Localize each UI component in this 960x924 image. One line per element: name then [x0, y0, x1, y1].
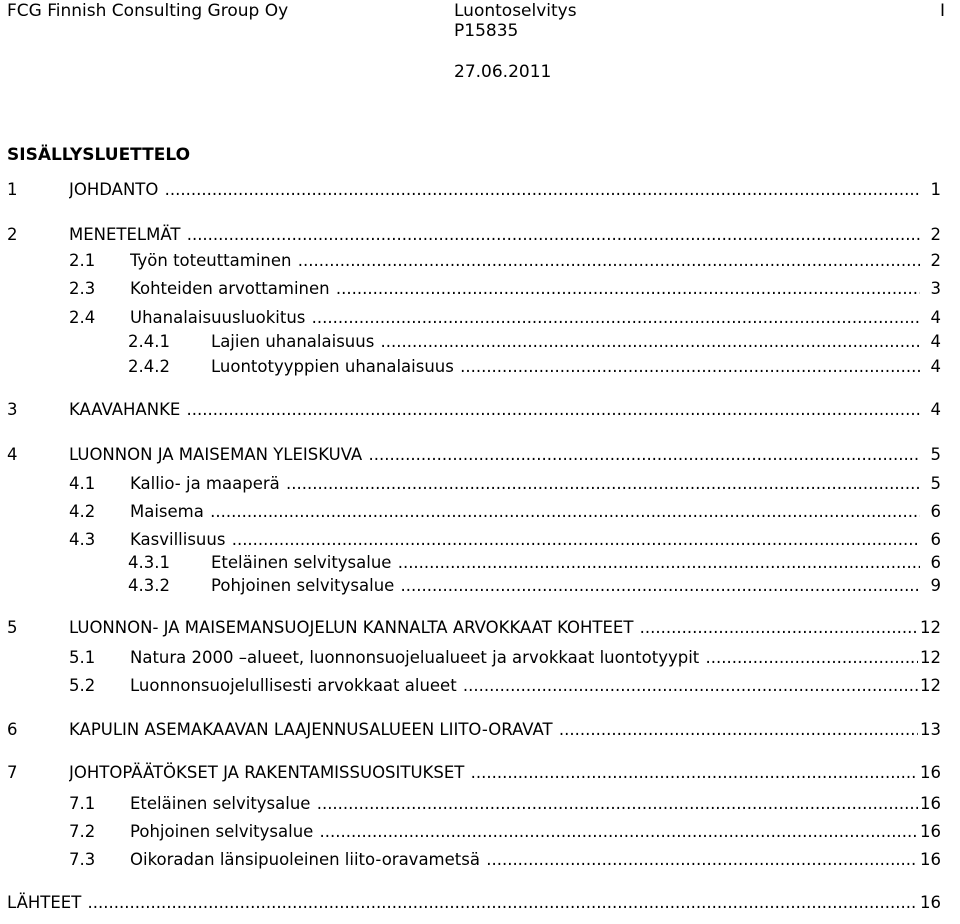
toc-entry-label: LUONNON JA MAISEMAN YLEISKUVA	[69, 445, 363, 464]
toc-entry-label-with-leader	[69, 179, 920, 201]
toc-entry[interactable]	[0, 250, 960, 272]
toc-entry-number: 2	[7, 225, 18, 244]
toc-entry-label: KAAVAHANKE	[69, 400, 181, 419]
toc-entry-page: 1	[930, 180, 941, 199]
project-id: P15835	[454, 21, 519, 41]
toc-entry-number: 1	[7, 180, 18, 199]
toc-entry-label-with-leader	[69, 444, 920, 466]
toc-entry-page: 6	[930, 553, 941, 572]
toc-entry-page: 16	[920, 763, 941, 782]
toc-entry[interactable]	[0, 179, 960, 201]
toc-entry[interactable]	[0, 647, 960, 669]
toc-entry-number: 7.3	[69, 850, 96, 869]
toc-entry-label: Kallio- ja maaperä	[130, 474, 280, 493]
toc-entry-label-with-leader	[69, 719, 920, 741]
toc-entry-number: 4	[7, 445, 18, 464]
toc-entry-label-with-leader	[69, 224, 920, 246]
toc-entry-label-with-leader	[130, 473, 920, 495]
toc-entry-label: LUONNON- JA MAISEMANSUOJELUN KANNALTA ARVOKKAAT KOHTEET	[69, 618, 634, 637]
toc-entry[interactable]	[0, 473, 960, 495]
toc-entry-label-with-leader	[211, 552, 920, 574]
toc-entry-number: 5.1	[69, 648, 96, 667]
toc-entry-label-with-leader	[130, 849, 920, 871]
toc-entry-number: 2.4.2	[128, 357, 170, 376]
toc-entry-label-with-leader	[211, 356, 920, 378]
toc-entry-label-with-leader	[211, 331, 920, 353]
toc-entry-label-with-leader	[7, 892, 920, 914]
toc-entry-page: 4	[930, 332, 941, 351]
toc-entry-page: 4	[930, 400, 941, 419]
toc-entry-number: 6	[7, 720, 18, 739]
toc-entry-label: Luonnonsuojelullisesti arvokkaat alueet	[130, 676, 457, 695]
toc-entry-label-with-leader	[69, 762, 920, 784]
toc-entry-label: Kasvillisuus	[130, 530, 226, 549]
toc-entry-page: 16	[920, 794, 941, 813]
toc-entry-number: 2.1	[69, 251, 96, 270]
toc-entry-label: Pohjoinen selvitysalue	[211, 576, 395, 595]
toc-entry[interactable]	[0, 762, 960, 784]
toc-entry-page: 12	[920, 676, 941, 695]
toc-entry-number: 2.4	[69, 308, 96, 327]
toc-entry-label: Kohteiden arvottaminen	[130, 279, 330, 298]
toc-entry-label: Oikoradan länsipuoleinen liito-oravametsä	[130, 850, 480, 869]
toc-entry-page: 12	[920, 648, 941, 667]
toc-entry-page: 5	[930, 445, 941, 464]
toc-entry-label: Pohjoinen selvitysalue	[130, 822, 314, 841]
toc-entry-number: 2.3	[69, 279, 96, 298]
toc-entry[interactable]	[0, 399, 960, 421]
toc-entry[interactable]	[0, 307, 960, 329]
toc-entry-label: LÄHTEET	[7, 893, 82, 912]
toc-entry-number: 7.2	[69, 822, 96, 841]
toc-entry-label-with-leader	[69, 399, 920, 421]
toc-entry-label-with-leader	[130, 793, 920, 815]
toc-entry[interactable]	[0, 278, 960, 300]
toc-entry[interactable]	[0, 617, 960, 639]
toc-entry-number: 7.1	[69, 794, 96, 813]
toc-entry-label: Uhanalaisuusluokitus	[130, 308, 306, 327]
toc-entry-page: 16	[920, 850, 941, 869]
toc-entry[interactable]	[0, 444, 960, 466]
toc-entry-number: 4.3	[69, 530, 96, 549]
toc-entry-label: Eteläinen selvitysalue	[211, 553, 392, 572]
toc-entry[interactable]	[0, 793, 960, 815]
toc-entry-label-with-leader	[69, 617, 920, 639]
toc-entry-number: 4.3.1	[128, 553, 170, 572]
toc-entry-number: 4.1	[69, 474, 96, 493]
toc-entry-page: 6	[930, 502, 941, 521]
toc-entry-label: Eteläinen selvitysalue	[130, 794, 311, 813]
toc-entry-number: 4.2	[69, 502, 96, 521]
toc-entry-number: 4.3.2	[128, 576, 170, 595]
toc-entry-label-with-leader	[130, 278, 920, 300]
toc-entry-label: Luontotyyppien uhanalaisuus	[211, 357, 454, 376]
toc-entry-label: KAPULIN ASEMAKAAVAN LAAJENNUSALUEEN LIITO-ORAVAT	[69, 720, 553, 739]
toc-entry[interactable]	[0, 552, 960, 574]
toc-entry-number: 5	[7, 618, 18, 637]
report-date: 27.06.2011	[454, 62, 552, 82]
toc-entry-page: 9	[930, 576, 941, 595]
toc-title: SISÄLLYSLUETTELO	[7, 145, 191, 165]
toc-entry[interactable]	[0, 575, 960, 597]
toc-entry-label-with-leader	[130, 307, 920, 329]
toc-entry-label-with-leader	[211, 575, 920, 597]
toc-entry-number: 2.4.1	[128, 332, 170, 351]
toc-entry[interactable]	[0, 224, 960, 246]
toc-entry-label-with-leader	[130, 821, 920, 843]
toc-entry[interactable]	[0, 821, 960, 843]
toc-entry-label-with-leader	[130, 250, 920, 272]
toc-entry-page: 5	[930, 474, 941, 493]
toc-entry-label: MENETELMÄT	[69, 225, 181, 244]
toc-entry[interactable]	[0, 849, 960, 871]
toc-entry[interactable]	[0, 892, 960, 914]
company-name: FCG Finnish Consulting Group Oy	[7, 1, 289, 21]
toc-entry-label: Maisema	[130, 502, 204, 521]
toc-entry-page: 3	[930, 279, 941, 298]
toc-entry-number: 3	[7, 400, 18, 419]
toc-entry-page: 13	[920, 720, 941, 739]
page-number-roman: I	[940, 1, 946, 21]
toc-entry-label-with-leader	[130, 647, 920, 669]
toc-entry-number: 7	[7, 763, 18, 782]
toc-entry[interactable]	[0, 331, 960, 353]
toc-entry-label: JOHDANTO	[69, 180, 159, 199]
toc-entry-page: 4	[930, 357, 941, 376]
toc-entry-label-with-leader	[130, 529, 920, 551]
toc-entry[interactable]	[0, 675, 960, 697]
toc-entry-page: 4	[930, 308, 941, 327]
report-title: Luontoselvitys	[454, 1, 577, 21]
toc-entry-page: 16	[920, 822, 941, 841]
toc-entry[interactable]	[0, 356, 960, 378]
toc-entry-page: 12	[920, 618, 941, 637]
toc-entry-page: 2	[930, 251, 941, 270]
toc-entry[interactable]	[0, 529, 960, 551]
toc-entry-label: Työn toteuttaminen	[130, 251, 292, 270]
toc-entry[interactable]	[0, 501, 960, 523]
toc-entry-label-with-leader	[130, 675, 920, 697]
toc-entry-page: 2	[930, 225, 941, 244]
toc-entry-number: 5.2	[69, 676, 96, 695]
toc-entry-page: 6	[930, 530, 941, 549]
toc-entry-label: JOHTOPÄÄTÖKSET JA RAKENTAMISSUOSITUKSET	[69, 763, 465, 782]
toc-entry-label: Lajien uhanalaisuus	[211, 332, 375, 351]
toc-entry-label-with-leader	[130, 501, 920, 523]
toc-entry-label: Natura 2000 –alueet, luonnonsuojelualueet ja arvokkaat luontotyypit	[130, 648, 700, 667]
toc-entry[interactable]	[0, 719, 960, 741]
toc-entry-page: 16	[920, 893, 941, 912]
